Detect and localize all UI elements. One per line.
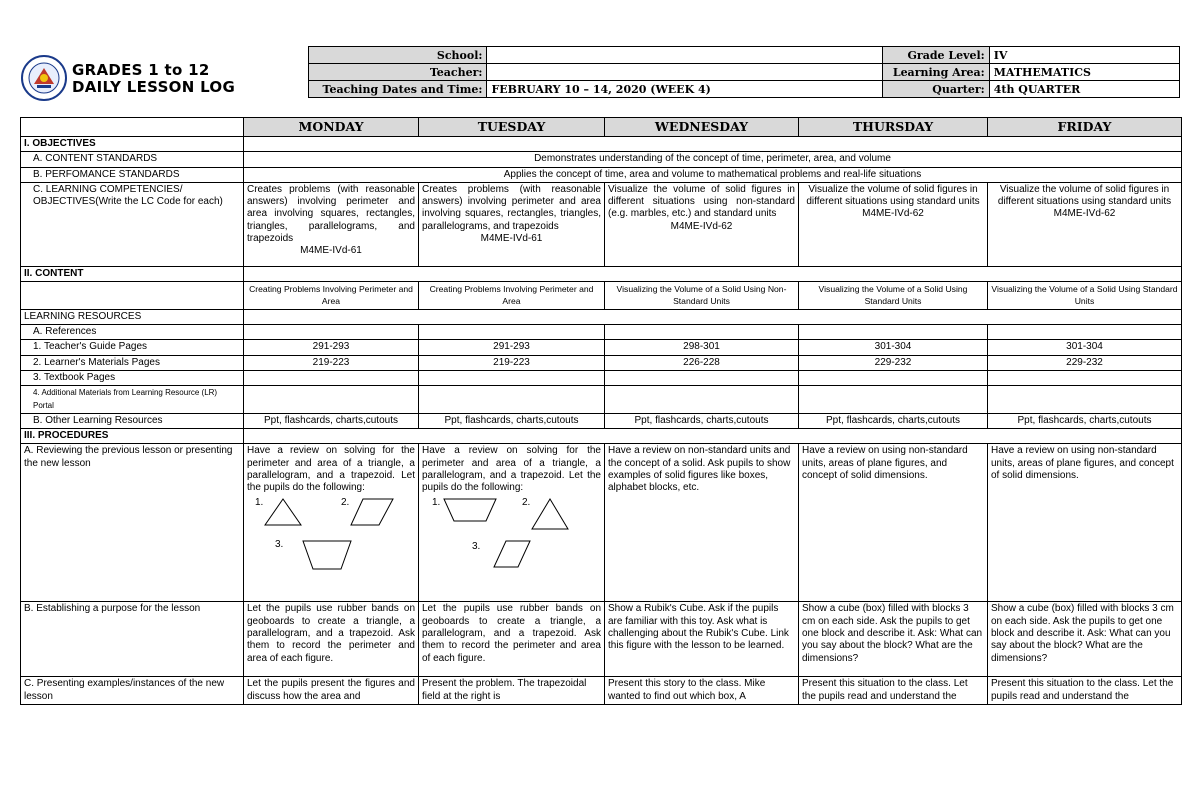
title-line-1: GRADES 1 to 12 xyxy=(72,61,210,79)
examples-cell: Present this situation to the class. Let the pupils read and understand the xyxy=(988,677,1182,705)
teaching-dates-value: FEBRUARY 10 – 14, 2020 (WEEK 4) xyxy=(487,81,883,98)
review-cell: Have a review on using non-standard units, areas of plane figures, and concept of solid dimensions. xyxy=(988,444,1182,602)
learners-materials-label: 2. Learner's Materials Pages xyxy=(21,355,244,370)
tg-pages: 301-304 xyxy=(799,340,988,355)
lc-code: M4ME-IVd-62 xyxy=(862,208,924,220)
school-value xyxy=(487,47,883,64)
title-line-2: DAILY LESSON LOG xyxy=(72,78,236,96)
tg-pages: 298-301 xyxy=(605,340,799,355)
tg-pages: 301-304 xyxy=(988,340,1182,355)
triangle-shape xyxy=(530,497,570,531)
section-learning-resources: LEARNING RESOURCES xyxy=(21,309,244,324)
lesson-log-table xyxy=(20,117,1182,705)
competency-cell xyxy=(244,182,419,266)
day-header-row xyxy=(21,118,1182,137)
purpose-cell: Let the pupils use rubber bands on geoboards to create a triangle, a parallelogram, and a trapezoid. Ask them to record the perimeter and area of each figure. xyxy=(244,602,419,677)
learning-area-label: Learning Area: xyxy=(883,64,990,81)
content-standards-label: A. CONTENT STANDARDS xyxy=(21,152,244,167)
content-title: Visualizing the Volume of a Solid Using Standard Units xyxy=(988,282,1182,310)
teacher-value xyxy=(487,64,883,81)
textbook-pages-label: 3. Textbook Pages xyxy=(21,370,244,385)
shape-label: 2. xyxy=(522,496,531,508)
competencies-label: C. LEARNING COMPETENCIES/ OBJECTIVES(Write the LC Code for each) xyxy=(21,182,244,266)
performance-standards-value: Applies the concept of time, area and volume to mathematical problems and real-life situations xyxy=(244,167,1182,182)
lc-code: M4ME-IVd-62 xyxy=(1053,208,1116,220)
info-table xyxy=(308,46,1180,98)
parallelogram-shape xyxy=(492,539,532,569)
purpose-cell: Show a Rubik's Cube. Ask if the pupils are familiar with this toy. Ask what is challenging about the Rubik's Cube. Link this figure with the lesson to be learned. xyxy=(605,602,799,677)
examples-cell: Present this story to the class. Mike wanted to find out which box, A xyxy=(605,677,799,705)
grade-level-label: Grade Level: xyxy=(883,47,990,64)
review-cell: Have a review on using non-standard units, areas of plane figures, and concept of solid dimensions. xyxy=(799,444,988,602)
examples-cell: Present the problem. The trapezoidal field at the right is xyxy=(419,677,605,705)
lc-code: M4ME-IVd-61 xyxy=(480,233,543,245)
quarter-label: Quarter: xyxy=(883,81,990,98)
day-monday: MONDAY xyxy=(244,118,419,137)
purpose-cell: Show a cube (box) filled with blocks 3 cm on each side. Ask the pupils to get one block and describe it. Ask: What can you say about the block? What are the dimensions? xyxy=(799,602,988,677)
review-cell xyxy=(419,444,605,602)
review-label: A. Reviewing the previous lesson or presenting the new lesson xyxy=(21,444,244,602)
shape-label: 1. xyxy=(432,496,441,508)
purpose-cell: Show a cube (box) filled with blocks 3 cm on each side. Ask the pupils to get one block and describe it. Ask: What can you say about the block? What are the dimensions? xyxy=(988,602,1182,677)
shape-label: 1. xyxy=(255,496,264,508)
lm-pages: 229-232 xyxy=(799,355,988,370)
teacher-label: Teacher: xyxy=(309,64,487,81)
day-thursday: THURSDAY xyxy=(799,118,988,137)
lm-pages: 219-223 xyxy=(244,355,419,370)
content-title: Visualizing the Volume of a Solid Using Non-Standard Units xyxy=(605,282,799,310)
teachers-guide-label: 1. Teacher's Guide Pages xyxy=(21,340,244,355)
examples-label: C. Presenting examples/instances of the new lesson xyxy=(21,677,244,705)
triangle-shape xyxy=(263,497,303,527)
deped-seal-icon xyxy=(20,54,68,102)
lc-code: M4ME-IVd-61 xyxy=(300,245,362,257)
trapezoid-shape xyxy=(442,497,498,523)
review-text: Have a review on solving for the perimeter and area of a triangle, a parallelogram, and a trapezoid. Let the pupils do the following: xyxy=(422,445,601,494)
shape-label: 3. xyxy=(472,540,481,552)
trapezoid-shape xyxy=(293,539,353,571)
additional-materials-label: 4. Additional Materials from Learning Resource (LR) Portal xyxy=(21,386,244,414)
shape-figures xyxy=(247,495,415,571)
competency-cell xyxy=(988,182,1182,266)
section-procedures: III. PROCEDURES xyxy=(21,429,244,444)
tg-pages: 291-293 xyxy=(244,340,419,355)
grade-level-value: IV xyxy=(989,47,1179,64)
content-standards-value: Demonstrates understanding of the concept of time, perimeter, area, and volume xyxy=(244,152,1182,167)
examples-cell: Let the pupils present the figures and discuss how the area and xyxy=(244,677,419,705)
lc-code: M4ME-IVd-62 xyxy=(670,220,733,232)
review-text: Have a review on solving for the perimeter and area of a triangle, a parallelogram, and a trapezoid. Let the pupils do the following: xyxy=(247,445,415,494)
review-cell xyxy=(244,444,419,602)
lm-pages: 219-223 xyxy=(419,355,605,370)
examples-cell: Present this situation to the class. Let the pupils read and understand the xyxy=(799,677,988,705)
competency-text: Creates problems (with reasonable answers) involving perimeter and area involving squares, rectangles, triangles, parallelograms, and trapezoids xyxy=(422,183,601,232)
day-wednesday: WEDNESDAY xyxy=(605,118,799,137)
other-resources: Ppt, flashcards, charts,cutouts xyxy=(419,413,605,428)
lm-pages: 229-232 xyxy=(988,355,1182,370)
shape-label: 3. xyxy=(275,538,284,550)
document-title xyxy=(72,62,235,96)
review-cell: Have a review on non-standard units and the concept of a solid. Ask pupils to show examples of solid figures like boxes, alphabet blocks, etc. xyxy=(605,444,799,602)
day-friday: FRIDAY xyxy=(988,118,1182,137)
parallelogram-shape xyxy=(349,497,395,527)
tg-pages: 291-293 xyxy=(419,340,605,355)
competency-text: Visualize the volume of solid figures in different situations using standard units xyxy=(997,183,1172,208)
section-content: II. CONTENT xyxy=(21,266,244,281)
purpose-cell: Let the pupils use rubber bands on geoboards to create a triangle, a parallelogram, and a trapezoid. Ask them to record the perimeter and area of each figure. xyxy=(419,602,605,677)
page-header xyxy=(20,46,1180,102)
references-label: A. References xyxy=(21,325,244,340)
other-resources: Ppt, flashcards, charts,cutouts xyxy=(988,413,1182,428)
other-resources: Ppt, flashcards, charts,cutouts xyxy=(799,413,988,428)
performance-standards-label: B. PERFOMANCE STANDARDS xyxy=(21,167,244,182)
other-resources-label: B. Other Learning Resources xyxy=(21,413,244,428)
day-tuesday: TUESDAY xyxy=(419,118,605,137)
corner-cell xyxy=(21,118,244,137)
purpose-label: B. Establishing a purpose for the lesson xyxy=(21,602,244,677)
shape-label: 2. xyxy=(341,496,350,508)
learning-area-value: MATHEMATICS xyxy=(989,64,1179,81)
lm-pages: 226-228 xyxy=(605,355,799,370)
teaching-dates-label: Teaching Dates and Time: xyxy=(309,81,487,98)
content-title: Creating Problems Involving Perimeter and Area xyxy=(419,282,605,310)
other-resources: Ppt, flashcards, charts,cutouts xyxy=(244,413,419,428)
competency-text: Visualize the volume of solid figures in different situations using standard units xyxy=(806,183,980,208)
competency-text: Creates problems (with reasonable answers) involving perimeter and area involving squares, rectangles, triangles, parallelograms, and trapezoids xyxy=(247,183,415,245)
school-label: School: xyxy=(309,47,487,64)
shape-figures xyxy=(422,495,601,571)
content-title: Creating Problems Involving Perimeter and Area xyxy=(244,282,419,310)
other-resources: Ppt, flashcards, charts,cutouts xyxy=(605,413,799,428)
quarter-value: 4th QUARTER xyxy=(989,81,1179,98)
competency-cell xyxy=(799,182,988,266)
competency-cell xyxy=(605,182,799,266)
competency-cell xyxy=(419,182,605,266)
content-title: Visualizing the Volume of a Solid Using Standard Units xyxy=(799,282,988,310)
competency-text: Visualize the volume of solid figures in different situations using non-standard (e.g. marbles, etc.) and standard units xyxy=(608,183,795,220)
section-objectives: I. OBJECTIVES xyxy=(21,137,244,152)
